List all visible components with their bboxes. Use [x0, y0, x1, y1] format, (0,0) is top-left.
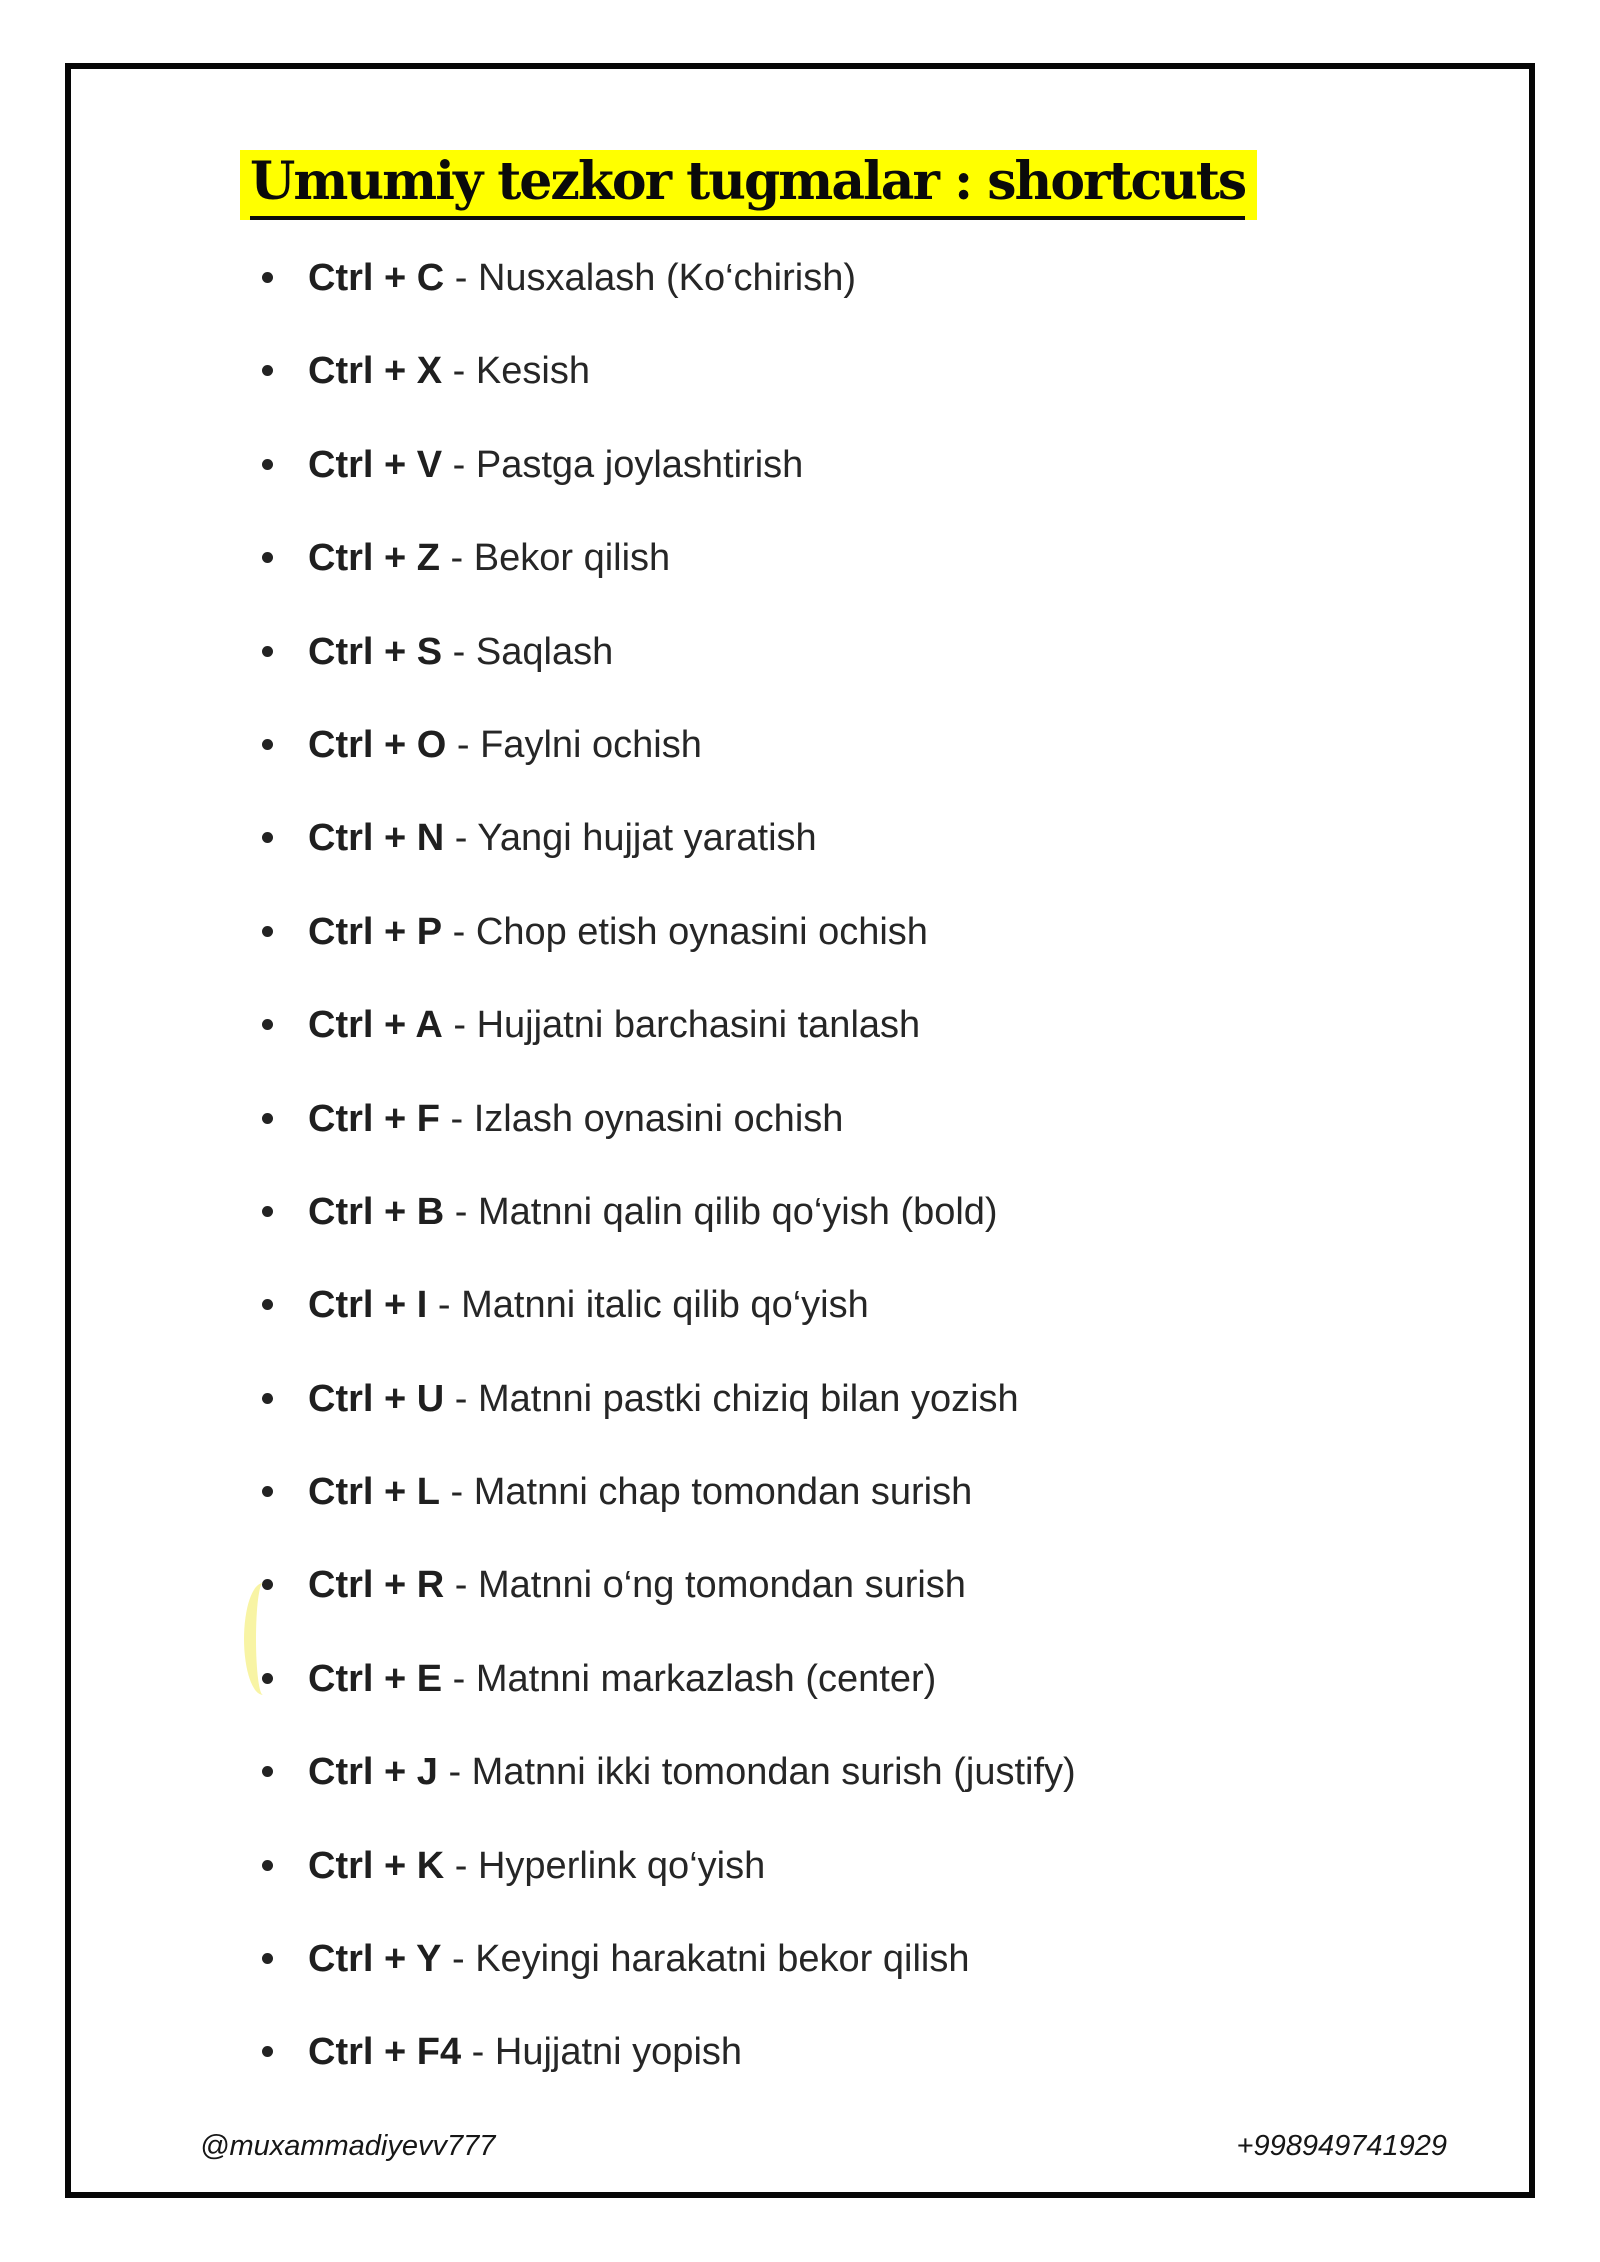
separator: - [442, 1004, 477, 1047]
list-item [308, 1563, 1076, 1656]
shortcut-description: Chop etish oynasini ochish [475, 910, 928, 953]
shortcut-keys: Ctrl + V [308, 443, 443, 486]
list-item [308, 1657, 1076, 1750]
highlighter-stroke [244, 1583, 282, 1695]
shortcut-description: Bekor qilish [473, 537, 671, 580]
separator: - [439, 1471, 474, 1514]
shortcut-description: Matnni italic qilib qo‘yish [461, 1284, 869, 1327]
footer-handle: @muxammadiyevv777 [200, 2130, 496, 2162]
separator: - [427, 1284, 462, 1327]
separator: - [442, 443, 476, 486]
shortcut-description: Izlash oynasini ochish [473, 1097, 844, 1140]
shortcut-keys: Ctrl + K [308, 1844, 445, 1887]
shortcut-description: Keyingi harakatni bekor qilish [475, 1938, 970, 1981]
shortcut-keys: Ctrl + X [308, 350, 443, 393]
list-item [308, 630, 1076, 723]
list-item [308, 1190, 1076, 1283]
shortcut-keys: Ctrl + L [308, 1471, 440, 1514]
shortcut-keys: Ctrl + F [308, 1097, 440, 1140]
list-item [308, 1750, 1076, 1843]
shortcut-keys: Ctrl + J [308, 1751, 438, 1794]
shortcut-description: Matnni qalin qilib qo‘yish (bold) [477, 1190, 998, 1233]
list-item [308, 349, 1076, 442]
page-title: Umumiy tezkor tugmalar : shortcuts [250, 151, 1245, 220]
list-item [308, 1937, 1076, 2030]
separator: - [461, 2031, 495, 2074]
list-item [308, 816, 1076, 909]
shortcut-keys: Ctrl + S [308, 630, 443, 673]
shortcut-description: Nusxalash (Ko‘chirish) [477, 257, 856, 299]
shortcut-description: Faylni ochish [480, 723, 702, 766]
shortcut-keys: Ctrl + B [308, 1190, 445, 1233]
list-item [308, 723, 1076, 816]
shortcut-description: Matnni markazlash (center) [475, 1657, 937, 1700]
footer-phone: +998949741929 [1236, 2130, 1447, 2162]
separator: - [444, 1190, 478, 1233]
list-item [308, 1470, 1076, 1563]
separator: - [441, 1938, 476, 1981]
list-item [308, 2030, 1076, 2123]
shortcut-description: Matnni o‘ng tomondan surish [477, 1564, 966, 1607]
list-item [308, 1097, 1076, 1190]
shortcut-keys: Ctrl + N [308, 817, 445, 860]
shortcut-description: Hujjatni barchasini tanlash [476, 1004, 921, 1047]
separator: - [442, 1657, 476, 1700]
list-item [308, 910, 1076, 1003]
page-title-highlight [240, 150, 1257, 220]
separator: - [444, 817, 478, 860]
shortcut-keys: Ctrl + Z [308, 537, 440, 580]
shortcut-description: Kesish [475, 350, 590, 393]
separator: - [444, 1377, 478, 1420]
shortcut-keys: Ctrl + E [308, 1657, 443, 1700]
list-item [308, 1283, 1076, 1376]
separator: - [437, 1751, 472, 1794]
list-item [308, 536, 1076, 629]
list-item [308, 256, 1076, 349]
separator: - [444, 257, 478, 299]
separator: - [446, 723, 481, 766]
shortcut-keys: Ctrl + A [308, 1004, 443, 1047]
shortcut-description: Matnni pastki chiziq bilan yozish [477, 1377, 1019, 1420]
shortcut-keys: Ctrl + I [308, 1284, 428, 1327]
separator: - [439, 537, 474, 580]
separator: - [442, 630, 476, 673]
shortcut-keys: Ctrl + O [308, 723, 447, 766]
separator: - [444, 1564, 478, 1607]
shortcut-description: Hyperlink qo‘yish [477, 1844, 766, 1887]
shortcut-keys: Ctrl + U [308, 1377, 445, 1420]
shortcut-description: Yangi hujjat yaratish [477, 817, 817, 860]
shortcut-description: Matnni chap tomondan surish [473, 1471, 973, 1514]
separator: - [442, 350, 476, 393]
list-item [308, 443, 1076, 536]
separator: - [439, 1097, 474, 1140]
shortcut-description: Pastga joylashtirish [475, 443, 804, 486]
shortcut-description: Hujjatni yopish [494, 2031, 743, 2074]
shortcut-list [308, 256, 1076, 2124]
shortcut-keys: Ctrl + P [308, 910, 443, 953]
shortcut-keys: Ctrl + F4 [308, 2031, 462, 2074]
shortcut-keys: Ctrl + Y [308, 1938, 442, 1981]
shortcut-keys: Ctrl + R [308, 1564, 445, 1607]
shortcut-description: Matnni ikki tomondan surish (justify) [471, 1751, 1076, 1794]
list-item [308, 1844, 1076, 1937]
list-item [308, 1003, 1076, 1096]
shortcut-keys: Ctrl + C [308, 257, 445, 299]
separator: - [444, 1844, 478, 1887]
separator: - [442, 910, 476, 953]
shortcut-description: Saqlash [475, 630, 614, 673]
list-item [308, 1377, 1076, 1470]
